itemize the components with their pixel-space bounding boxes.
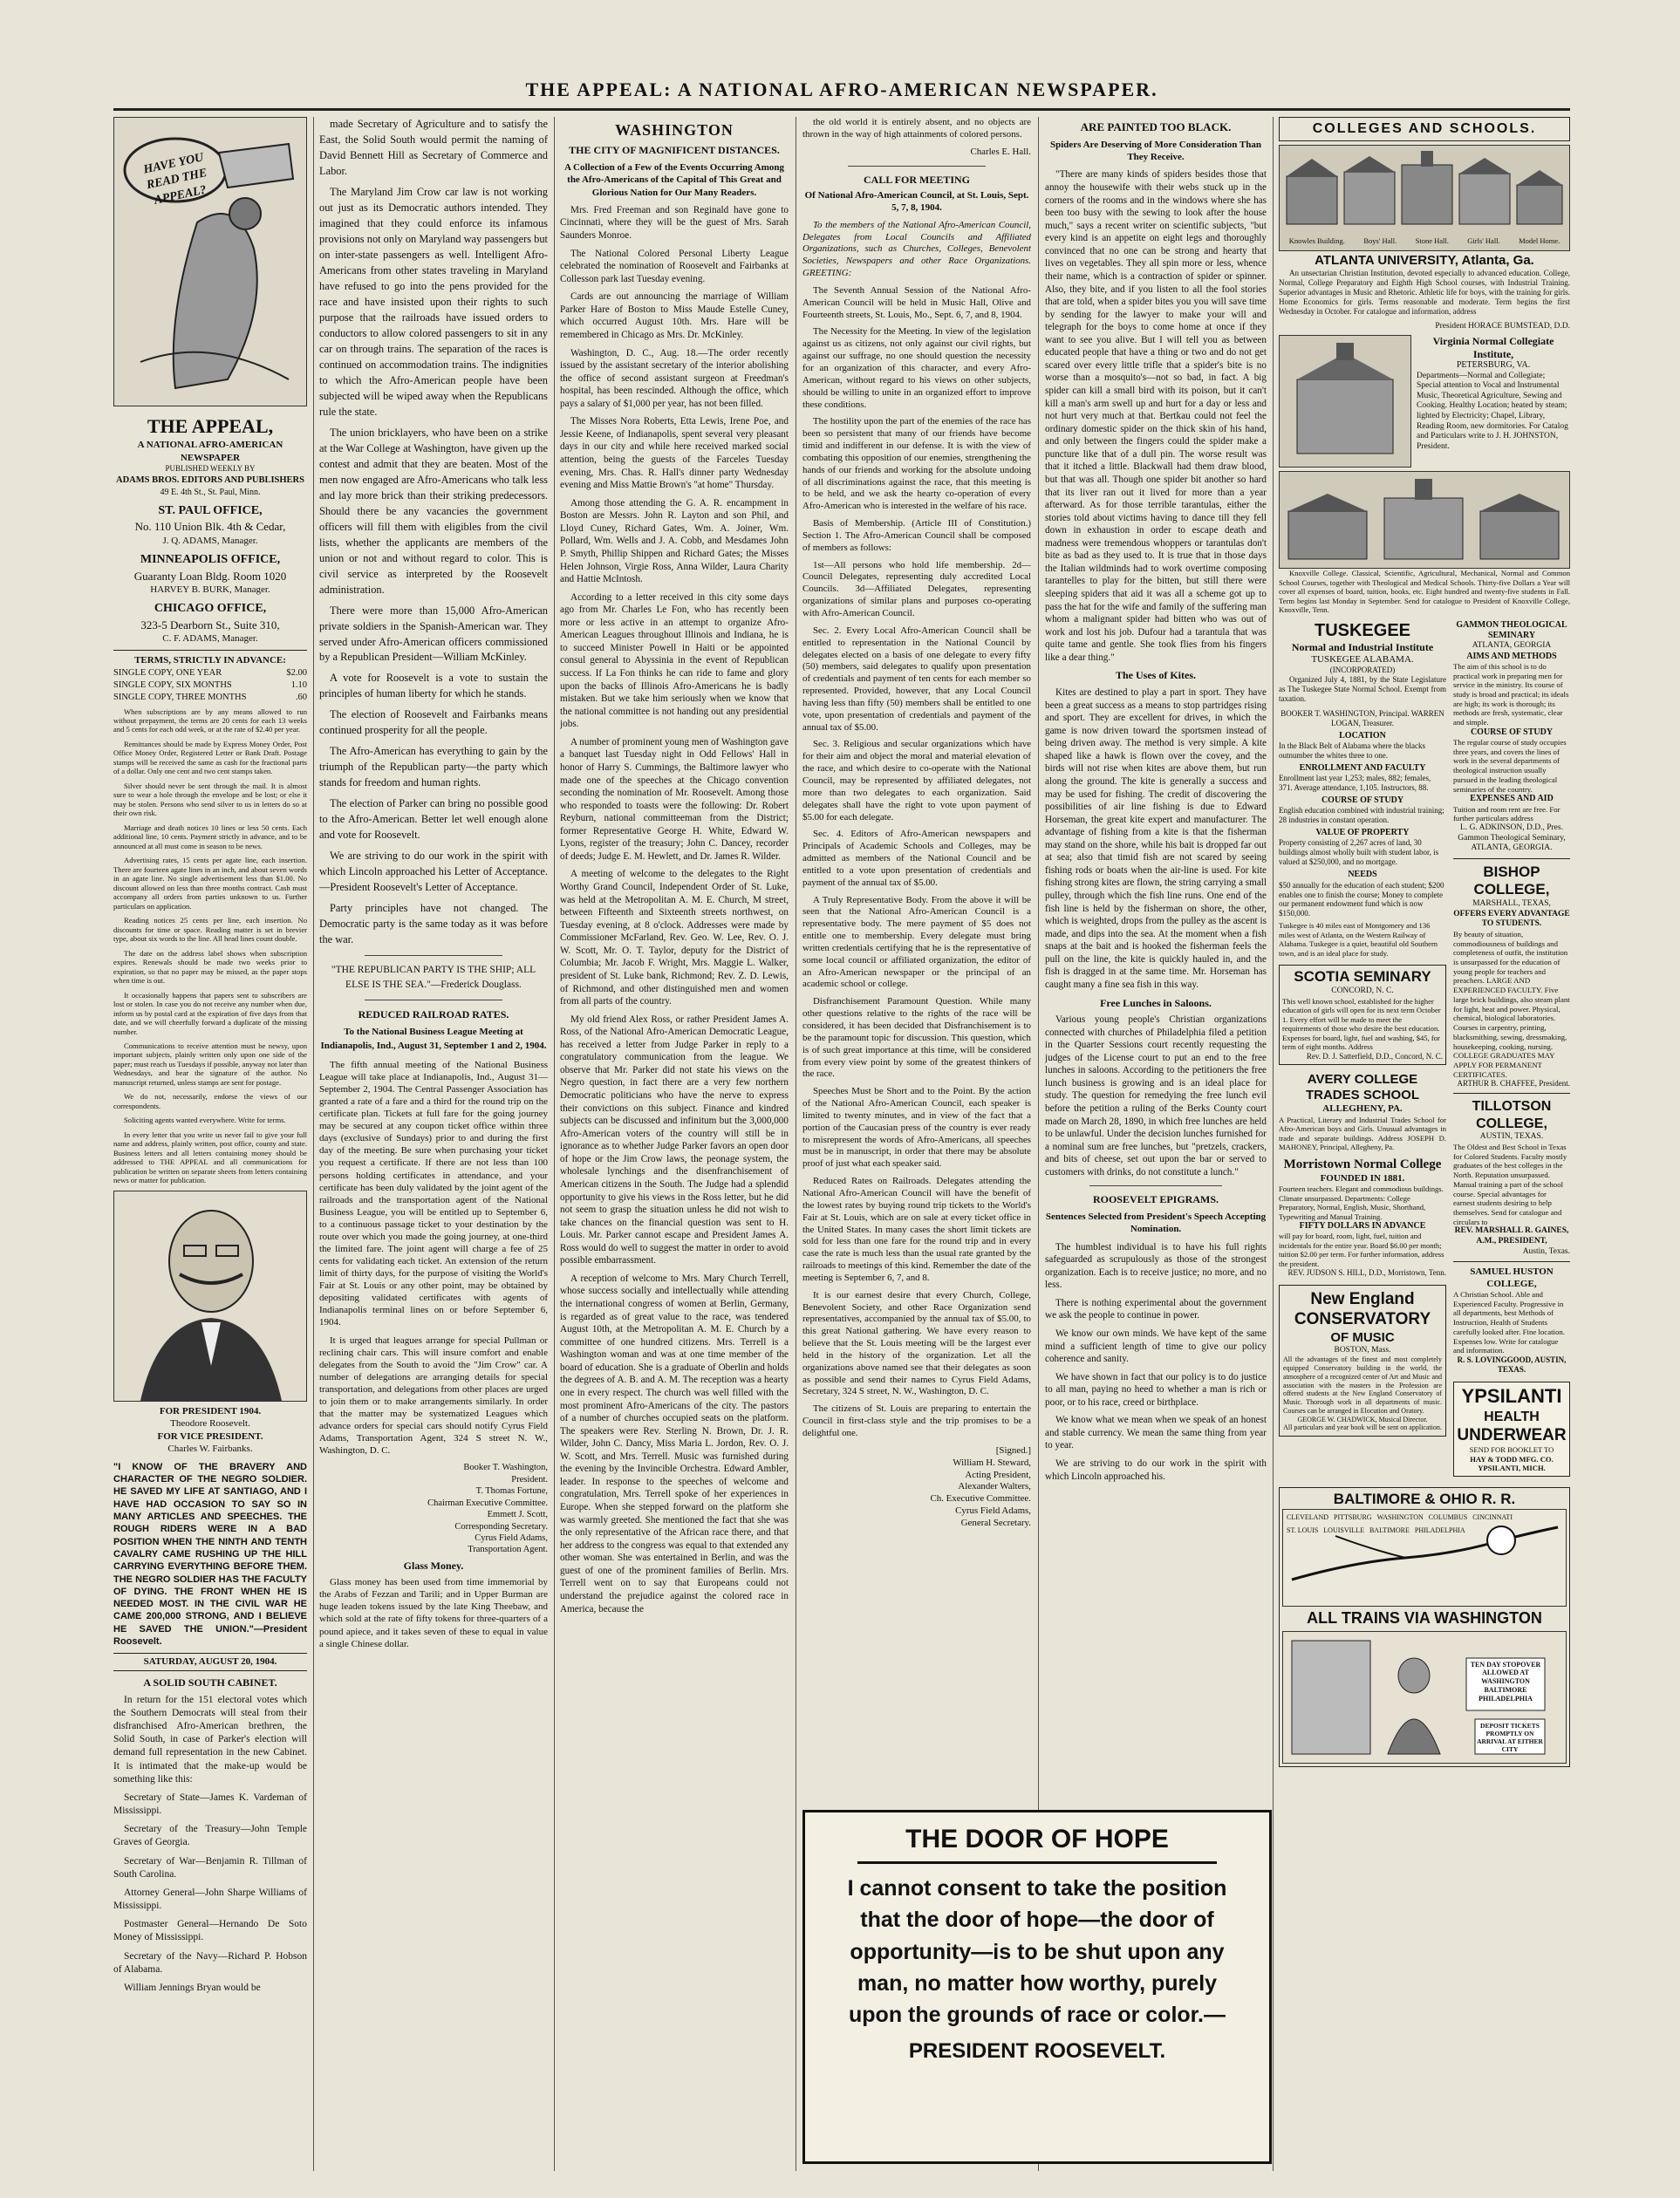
- ad-text: Fourteen teachers. Elegant and commodious buildings. Climate unsurpassed. Departments: College Preparatory, Normal, English, Music, Shorthand, Typewriting and Manual Training.: [1279, 1184, 1444, 1221]
- column-6: [1279, 117, 1570, 2171]
- door-of-hope-text: I cannot consent to take the position that the door of hope—the door of opportunity—is to be shut upon any man, no matter how worthy, purely upon the grounds of race or color.—: [847, 1876, 1227, 2027]
- map-place-names: [1287, 1513, 1548, 1536]
- tuskegee-section-heading: LOCATION: [1339, 730, 1386, 741]
- article-paragraph: My old friend Alex Ross, or rather President James A. Ross, of the National Afro-American Democratic League, has received a letter from Judge Parker in reply to a congratulatory communication from the league. We observe that Mr. Parker did not state his views on the Negro question, in fact there are a very few northern Democratic politicians who have the nerve to express their convictions on this subject. Finance and kindred subjects can be discussed and infinitum but the 3,000,000 Afro-American voters of the country will still be in ignorance as to whether Judge Parker favors an open door of hope or the Jim Crow laws, the peonage system, the wholesale lynchings and the disenfranchisement of American citizens in the South. The Judge had a splendid opportunity to give his views in the Ross letter, but he did not seem to grasp the situation unless he did not wish to take chances on the financial question was sent to H. Louis. Mr. Parker cannot escape and President James A. Ross would do well to suggest the matter in order to avoid possible embarrassment.: [560, 1014, 789, 1266]
- bishop-title: BISHOP COLLEGE,: [1473, 863, 1550, 898]
- editorial-paragraph: The Maryland Jim Crow car law is not working out just as its Democratic authors intended. They imagined that they could enforce its infamous provisions not only on Maryland way passengers but on inter-state passengers as well. Intelligent Afro-Americans from other states traveling in Maryland have refused to go into the pens provided for the race and have insisted upon their rights to such purpose that the railroads have issued orders to conductors to allow colored passengers to sit in any car on through trains. The separation of the races is continued on accommodation trains. The indignities to which the Afro-American people have been subjected will be wiped away when the Republicans rule the state.: [319, 185, 548, 418]
- article-paragraph: According to a letter received in this city some days ago from Mr. Charles Le Fon, who has recently been more or less active in an attempt to organize Afro-American Leagues throughout Illinois and Indiana, he is to succeed Minister Powell in Haiti or be appointed consul general to Abyssinia in the event of Republican success. If La Fon thinks he can ride to fame and glory upon the backs of Illinois Afro-Americans he is badly mistaken. But we take him seriously when we know that the national committee is not handing out any presidential jobs.: [560, 591, 789, 730]
- column-3: [560, 117, 789, 2171]
- notice: Advertising rates, 15 cents per agate line, each insertion. There are fourteen agate lines in an inch, and about seven words in an agate line. No single advertisement less than $1.00. No discount allowed on less than three months contract. Cash must accompany all orders from parties unknown to us. Further particulars on application.: [113, 856, 307, 911]
- scotia-title: SCOTIA SEMINARY: [1294, 968, 1431, 986]
- ad-text: Knoxville College. Classical, Scientific, Agricultural, Mechanical, Normal and Common School Courses, together with Theological and Medical Schools. Thirty-five Dollars a Year will cover all expenses of board, tuition, books, etc. Eight hundred and twenty-five students in Fall. Term begins last Monday in September. Send for catalogue to President of Knoxville College, Knoxville, Tenn.: [1279, 569, 1570, 615]
- ad-signer: ARTHUR B. CHAFFEE, President.: [1457, 1079, 1570, 1089]
- notice: We do not, necessarily, endorse the views of our correspondents.: [113, 1092, 307, 1110]
- avery-ad: [1279, 1072, 1446, 1152]
- tuskegee-section-text: $50 annually for the education of each student; $200 enables one to finish the course; Money to complete our permanent endowment fund which is now $150,000.: [1279, 880, 1444, 918]
- published-by: PUBLISHED WEEKLY BY: [165, 464, 256, 474]
- article-paragraph: Sec. 3. Religious and secular organizations which have for their aim and object the moral and material elevation of the race, and which desire to co-operate with the National Council, may be represented by affiliated delegates, not more than two delegates to each organization. Said delegates shall have the right to vote upon payment of $5.00 for each delegate.: [802, 739, 1031, 823]
- map-place: LOUISVILLE: [1323, 1526, 1364, 1535]
- avery-subtitle: TRADES SCHOOL: [1305, 1087, 1419, 1102]
- door-of-hope-box: [802, 1810, 1272, 2164]
- editorial-paragraph: The Afro-American has everything to gain by the triumph of the Republican party—the party which stands for freedom and human rights.: [319, 745, 548, 789]
- article-paragraph: Reduced Rates on Railroads. Delegates attending the National Afro-American Council will have the benefit of the lowest rates by buying round trip tickets to the World's Fair at St. Louis, which are on sale at every ticket office in the United States. In many cases the short limit tickets are sold for less than one fare for the round trip and in every case the rate is much less than the usual rate granted by the railroads to meetings of this kind. Remember the date of the meeting is September 6, 7, and 8.: [802, 1176, 1031, 1283]
- portrait-caption: Theodore Roosevelt.: [170, 1418, 250, 1430]
- tuskegee-place: TUSKEGEE ALABAMA.: [1311, 653, 1414, 665]
- signer: Charles E. Hall.: [970, 146, 1031, 157]
- epigrams-deck: Sentences Selected from President's Speech Accepting Nomination.: [1045, 1212, 1267, 1235]
- lunches-heading: Free Lunches in Saloons.: [1100, 996, 1212, 1009]
- signer: T. Thomas Fortune,: [475, 1486, 548, 1497]
- article-paragraph: Secretary of the Treasury—John Temple Graves of Georgia.: [113, 1824, 307, 1848]
- ypsilanti-title: HEALTH: [1484, 1409, 1540, 1424]
- solid-south-heading: A SOLID SOUTH CABINET.: [143, 1676, 277, 1689]
- notice: It occasionally happens that papers sent to subscribers are lost or stolen. In case you do not receive any number when due, inform us by postal card at the expiration of five days from that date, and we will cheerfully forward a duplicate of the missing number.: [113, 990, 307, 1036]
- paper-subtitle: A NATIONAL AFRO-AMERICAN NEWSPAPER: [137, 440, 283, 463]
- signer: Chairman Executive Committee.: [427, 1498, 548, 1508]
- roosevelt-portrait: [113, 1191, 307, 1402]
- ad-text: The regular course of study occupies three years, and covers the lines of work in the several departments of theological instruction usually pursued in the leading theological seminaries of the country.: [1453, 738, 1567, 794]
- bo-title: BALTIMORE & OHIO R. R.: [1333, 1490, 1516, 1507]
- conservatory-title: OF MUSIC: [1330, 1329, 1395, 1345]
- ad-text: Tuskegee is 40 miles east of Montgomery and 136 miles west of Atlanta, on the Western Railway of Alabama. Tuskegee is a quiet, beautiful old Southern town, and is an ideal place for study.: [1279, 921, 1438, 958]
- column-rule: [313, 117, 314, 2171]
- ad-signer: R. S. LOVINGGOOD, AUSTIN, TEXAS.: [1457, 1355, 1567, 1374]
- ad-signer: GEORGE W. CHADWICK, Musical Director.: [1297, 1415, 1428, 1423]
- editorial-paragraph: A vote for Roosevelt is a vote to sustain the principles of human liberty for which he stands.: [319, 672, 548, 700]
- publishers-address: 49 E. 4th St., St. Paul, Minn.: [160, 487, 261, 497]
- article-paragraph: Secretary of the Navy—Richard P. Hobson of Alabama.: [113, 1950, 307, 1975]
- building-labels: [1280, 236, 1569, 245]
- portrait-caption: Charles W. Fairbanks.: [167, 1444, 253, 1455]
- office-manager: HARVEY B. BURK, Manager.: [150, 584, 270, 595]
- scotia-ad: [1279, 965, 1446, 1064]
- article-paragraph: We know what we mean when we speak of an honest and stable currency. We mean the same thing from year to year.: [1045, 1415, 1267, 1451]
- article-paragraph: Disfranchisement Paramount Question. While many other questions relative to the rights of the race will be considered, it has been decided that Disfranchisement is to be the paramount topic for discussion. This question, which is of such great importance at this time, will be considered from every view point by some of the greatest thinkers of the race.: [802, 996, 1031, 1080]
- morristown-fee: FIFTY DOLLARS IN ADVANCE: [1299, 1221, 1426, 1232]
- ypsilanti-text: HAY & TODD MFG. CO. YPSILANTI, MICH.: [1470, 1454, 1554, 1473]
- terms-label: SINGLE COPY, SIX MONTHS: [113, 679, 232, 690]
- article-paragraph: A number of prominent young men of Washington gave a banquet last Tuesday night in Odd Fellows' Hall in honor of Harry S. Cummings, the Baltimore lawyer who made one of the speeches at the Chicago convention seconding the nomination of Mr. Roosevelt. Among those who responded to toasts were the following: Dr. Robert Reyburn, national committeeman from the District; former Representative George H. White, Edward W. Lyons, register of the treasury; John C. Dancey, recorder of deeds; Judge E. M. Hewlett, and Dr. James R. Wilder.: [560, 736, 789, 862]
- building-label: Model Home.: [1519, 236, 1560, 246]
- publishers: ADAMS BROS. EDITORS AND PUBLISHERS: [116, 474, 304, 485]
- article-paragraph: Speeches Must be Short and to the Point. By the action of the National Afro-American Council, each speaker is limited to twenty minutes, and in view of the fact that a portion of the Caucasian press of the country is ever ready to misrepresent the words of Afro-Americans, all speeches must be in manuscript, in order that there may be absolute proof of just what each speaker said.: [802, 1086, 1031, 1170]
- call-address: To the members of the National Afro-American Council, Delegates from Local Councils and Affiliated Organizations, such as Churches, Colleges, Benevolent Societies, Newspapers and other Race Organizations. GREETING:: [802, 219, 1031, 279]
- signer: Emmett J. Scott,: [487, 1510, 548, 1520]
- office-name: ST. PAUL OFFICE,: [158, 503, 263, 517]
- article-paragraph: There is nothing experimental about the government we ask the people to continue in power.: [1045, 1297, 1267, 1321]
- bo-slogan: ALL TRAINS VIA WASHINGTON: [1307, 1608, 1542, 1627]
- tuskegee-section-heading: VALUE OF PROPERTY: [1315, 828, 1410, 838]
- office-name: MINNEAPOLIS OFFICE,: [140, 553, 281, 567]
- portrait-caption: FOR VICE PRESIDENT.: [157, 1430, 263, 1442]
- signer: Alexander Walters,: [958, 1481, 1031, 1492]
- signer: William H. Steward,: [953, 1457, 1031, 1468]
- signer: President.: [511, 1474, 548, 1485]
- conservatory-title: CONSERVATORY: [1294, 1310, 1431, 1329]
- epigrams-heading: ROOSEVELT EPIGRAMS.: [1092, 1193, 1219, 1206]
- ypsilanti-title: YPSILANTI: [1461, 1384, 1562, 1407]
- douglass-quote: "THE REPUBLICAN PARTY IS THE SHIP; ALL ELSE IS THE SEA."—Frederick Douglass.: [331, 965, 536, 990]
- building-label: Boys' Hall.: [1363, 236, 1397, 246]
- article-paragraph: Sec. 4. Editors of Afro-American newspapers and Principals of Academic Schools and Colleges, may be admitted as members of the National Council and be entitled to a vote upon presentation of credentials and payment of the annual tax of $5.00.: [802, 829, 1031, 888]
- spider-heading: ARE PAINTED TOO BLACK.: [1080, 120, 1232, 133]
- building-icon: [1280, 336, 1410, 467]
- office-manager: C. F. ADAMS, Manager.: [162, 632, 258, 644]
- article-paragraph: Sec. 2. Every Local Afro-American Council shall be entitled to representation in the National Council by delegates elected on a basis of one delegate to every fifty (50) members, said delegates to qualify upon presentation of credentials and payment of ten cents for each member so represented. Provided, however, that any Local Council having less than fifty (50) members shall be entitled to one vote, upon presentation of credentials and payment of the annual tax of $5.00.: [802, 625, 1031, 733]
- building-label: Knowles Building.: [1288, 236, 1345, 246]
- ad-text: will pay for board, room, light, fuel, tuition and incidentals for the entire year. Board $6.00 per month; tuition $2.00 per term. For further information, address the president.: [1279, 1232, 1444, 1268]
- office-name: CHICAGO OFFICE,: [154, 602, 267, 616]
- call-signers: [802, 1445, 1031, 1530]
- signer: Booker T. Washington,: [463, 1463, 548, 1473]
- door-of-hope-title: THE DOOR OF HOPE: [905, 1825, 1169, 1853]
- terms-label: SINGLE COPY, THREE MONTHS: [113, 692, 247, 702]
- herald-illustration: [113, 117, 307, 406]
- morristown-founded: FOUNDED IN 1881.: [1320, 1172, 1405, 1184]
- ad-signer: REV. JUDSON S. HILL, D.D., Morristown, Tenn.: [1287, 1268, 1446, 1278]
- terms-heading: TERMS, STRICTLY IN ADVANCE:: [134, 655, 286, 666]
- article-paragraph: It is our earnest desire that every Church, College, Benevolent Society, and other Race Organization send representatives, accompanied by the annual tax of $5.00, to this great National gathering. We have every reason to believe that the St. Louis meeting will be the largest ever held in the history of the organization. Let all the organizations above named see that their delegates as soon as possible and send their names to Cyrus Field Adams, Secretary, 324 S street, N. W., Washington, D. C.: [802, 1289, 1031, 1397]
- virginia-ad: [1279, 335, 1570, 468]
- gammon-place: ATLANTA, GEORGIA: [1472, 641, 1552, 651]
- knoxville-buildings-cut: [1279, 471, 1570, 569]
- editorial-paragraph: The election of Parker can bring no possible good to the Afro-American. Better let well enough alone and vote for Roosevelt.: [319, 797, 548, 842]
- signer: Transportation Agent.: [468, 1545, 548, 1555]
- bo-route-map: [1282, 1509, 1567, 1607]
- column-rule: [554, 117, 555, 2171]
- virginia-place: PETERSBURG, VA.: [1456, 360, 1531, 371]
- column-1: [113, 117, 307, 2171]
- article-paragraph: The humblest individual is to have his full rights safeguarded as scrupulously as those of the strongest organization. Each is to receive justice; no more, and no less.: [1045, 1241, 1267, 1291]
- article-paragraph: Cards are out announcing the marriage of William Parker Hare of Boston to Miss Maude Estelle Cuney, which occurred August 10th. Mrs. Hare will be remembered in Chicago as Mrs. Dr. McKinley.: [560, 291, 789, 340]
- notice: Remittances should be made by Express Money Order, Post Office Money Order, Registered Letter or Bank Draft. Postage stamps will be received the same as cash for the fractional parts of a dollar. Only one cent and two cent stamps taken.: [113, 739, 307, 776]
- article-paragraph: The National Colored Personal Liberty League celebrated the nomination of Roosevelt and Fairbanks at Collesson park last Tuesday evening.: [560, 248, 789, 284]
- map-place: CINCINNATI: [1472, 1512, 1513, 1521]
- tuskegee-section-text: Enrollment last year 1,253; males, 882; females, 371. Average attendance, 1,105. Instructors, 88.: [1279, 774, 1431, 793]
- notice: The date on the address label shows when subscription expires. Renewals should be made two weeks prior to expiration, so that no paper may be missed, as the paper stops when time is out.: [113, 948, 307, 986]
- signer: Ch. Executive Committee.: [930, 1493, 1031, 1505]
- article-paragraph: Secretary of State—James K. Vardeman of Mississippi.: [113, 1792, 307, 1817]
- tuskegee-subtitle: Normal and Industrial Institute: [1291, 641, 1434, 654]
- morristown-title: Morristown Normal College: [1283, 1157, 1442, 1172]
- bishop-offer: OFFERS EVERY ADVANTAGE TO STUDENTS.: [1453, 909, 1570, 929]
- article-paragraph: Secretary of War—Benjamin R. Tillman of South Carolina.: [113, 1855, 307, 1880]
- article-paragraph: It is urged that leagues arrange for special Pullman or reclining chair cars. This will insure comfort and enable delegates from the South to avoid the "Jim Crow" car. A number of delegations are arranging details for special transportation, and delegations from other places are urged to join them or to make arrangements similarly. In order that the matter may be systematized Leagues which advance orders for special cars should notify Cyrus Field Adams, Transportation Agent, 324 S street N. W., Washington, D. C.: [319, 1334, 548, 1457]
- tuskegee-section-heading: ENROLLMENT AND FACULTY: [1299, 763, 1426, 774]
- article-paragraph: the old world it is entirely absent, and no objects are thrown in the way of high attainments of colored persons.: [802, 117, 1031, 140]
- editorial-paragraph: Party principles have not changed. The Democratic party is the same today as it was before the war.: [319, 902, 548, 946]
- page-frame: [113, 78, 1570, 2176]
- building-label: Stone Hall.: [1415, 236, 1449, 246]
- editorial-paragraph: The election of Roosevelt and Fairbanks means continued prosperity for all the people.: [319, 708, 548, 737]
- bo-sign: TEN DAY STOPOVER ALLOWED AT WASHINGTON BALTIMORE PHILADELPHIA: [1470, 1660, 1541, 1703]
- ad-text: The aim of this school is to do practical work in preparing men for service in the ministry. Its course of study is broad and practical; its ideals are high; its work is thorough; its methods are fresh, systematic, clear and simple.: [1453, 661, 1569, 727]
- gammon-title: GAMMON THEOLOGICAL SEMINARY: [1456, 619, 1567, 640]
- gammon-heading: EXPENSES AND AID: [1470, 794, 1554, 804]
- ad-text: An unsectarian Christian Institution, devoted especially to advanced education. College, Normal, College Preparatory and Eighth High School courses, with Industrial Training. Superior advantages in Music and Rhetoric. Athletic life for boys, with the training for girls. Home Economics for girls. Terms reasonable and moderate. Term begins the first Wednesday in October. For catalogue and information, address: [1279, 268, 1570, 316]
- signer: Cyrus Field Adams,: [955, 1505, 1031, 1517]
- kites-heading: The Uses of Kites.: [1116, 669, 1196, 682]
- tuskegee-ad: [1279, 620, 1446, 1484]
- ad-text: The Oldest and Best School in Texas for Colored Students. Faculty mostly graduates of the best colleges in the North. Reputation unsurpassed. Manual training a part of the school course. Special advantages for earnest students desiring to help themselves. Send for catalogue and circulars to: [1453, 1142, 1567, 1226]
- article-paragraph: In return for the 151 electoral votes which the Southern Democrats will steal from their disfranchised Afro-American brethren, the Solid South, in case of Parker's election will demand full representation in the new Cabinet. It is intimated that the make-up would be something like this:: [113, 1694, 307, 1785]
- signer: General Secretary.: [960, 1517, 1031, 1528]
- ad-text: This well known school, established for the higher education of girls will open for its next term October 1. Every effort will be made to meet the requirements of those who desire the best education. Expenses for board, light, fuel and washing, $45, for term of eight months. Address: [1282, 996, 1441, 1052]
- avery-title: AVERY COLLEGE: [1307, 1071, 1418, 1087]
- bishop-place: MARSHALL, TEXAS,: [1472, 899, 1551, 909]
- terms-price: .60: [295, 692, 307, 702]
- signer: [Signed.]: [995, 1444, 1031, 1456]
- campus-buildings-icon: [1280, 146, 1569, 233]
- article-paragraph: We have shown in fact that our policy is to do justice to all man, paying no heed to whether a man is rich or poor, or to his race, creed or birthplace.: [1045, 1371, 1267, 1408]
- ad-text: By beauty of situation, commodiousness of buildings and completeness of outfit, the institution is unsurpassed for the education of young people for teachers and preachers. LARGE AND EXPERIENCED FACULTY. Five large brick buildings, also steam plant for light, heat and power. Physical, chemical, biological laboratories. Courses in carpentry, printing, blacksmithing, sewing, dressmaking, housekeeping, cooking, nursing. COLLEGE GRADUATES MAY APPLY FOR PERMANENT CERTIFICATES.: [1453, 929, 1570, 1079]
- ad-signer: Rev. D. J. Satterfield, D.D., Concord, N. C.: [1306, 1051, 1443, 1061]
- article-paragraph: The Misses Nora Roberts, Etta Lewis, Irene Poe, and Jessie Keene, of Indianapolis, spent several very pleasant days in our city and while here received marked social attention, being the guests of the Farceles Tuesday evening, Mrs. Chas. R. Hall's dinner party Wednesday evening and Miss Mattie Brown's "at home" Thursday.: [560, 416, 789, 491]
- article-paragraph: 1st—All persons who hold life membership. 2d—Council Delegates, representing duly accredited Local Councils. 3d—Affiliated Delegates, representing organizations of similar plans and purposes co-operating with Afro-American Council.: [802, 559, 1031, 619]
- huston-title: SAMUEL HUSTON COLLEGE,: [1470, 1266, 1554, 1289]
- article-paragraph: Basis of Membership. (Article III of Constitution.) Section 1. The Afro-American Council shall be composed of members as follows:: [802, 518, 1031, 553]
- office-address: 323-5 Dearborn St., Suite 310,: [140, 618, 280, 631]
- tuskegee-section-heading: COURSE OF STUDY: [1321, 795, 1404, 806]
- rail-heading: REDUCED RAILROAD RATES.: [358, 1007, 509, 1020]
- glass-heading: Glass Money.: [403, 1559, 464, 1572]
- article-paragraph: The citizens of St. Louis are preparing to entertain the Council in first-class style and the trip promises to be a delightful one.: [802, 1403, 1031, 1439]
- tuskegee-section-text: In the Black Belt of Alabama where the blacks outnumber the whites three to one.: [1279, 741, 1425, 761]
- masthead: THE APPEAL: A NATIONAL AFRO-AMERICAN NEWSPAPER.: [525, 78, 1158, 100]
- tillotson-place: AUSTIN, TEXAS.: [1479, 1132, 1544, 1142]
- article-paragraph: The Necessity for the Meeting. In view of the legislation against us as citizens, not only against our civil rights, but against our suffrage, no one should question the necessity for an organization of this character, and every Afro-American, without regard to his views on other subjects, should be willing to unite in an organized effort to improve these conditions.: [802, 326, 1031, 410]
- signer: Cyrus Field Adams,: [475, 1532, 548, 1543]
- article-paragraph: Various young people's Christian organizations connected with churches of Philadelphia filed a petition in the Quarter Sessions court recently requesting the judges of the License court to put an end to the free lunches in saloons. According to the petitioners the free lunch business is growing and is an ideal place for study. The question for remedying the free lunch evil before the petition a ruling of the Berks County court made on March 28, 1890, in which free lunches are held to be unlawful. Under the decision lunches furnished for a nominal sum are free lunches, but "pretzels, crackers, and bits of cheese, set out upon the bar or served to customers with drinks, do not constitute a lunch.": [1045, 1014, 1267, 1178]
- rail-deck: To the National Business League Meeting at Indianapolis, Ind., August 31, September 1 and 2, 1904.: [320, 1026, 547, 1051]
- bo-station-illustration: [1282, 1631, 1567, 1764]
- terms-list: [113, 667, 307, 704]
- map-place: PITTSBURG: [1334, 1512, 1372, 1521]
- avery-place: ALLEGHENY, PA.: [1322, 1103, 1403, 1115]
- conservatory-place: BOSTON, Mass.: [1334, 1345, 1391, 1355]
- ad-text: Departments—Normal and Collegiate; Special attention to Vocal and Instrumental Music, Theoretical Agriculture, Sewing and Cooking. Healthy Location; heated by steam; lighted by Electricity; Chapel, Library, Reading Room, new dormitories. For Catalog and Particulars write to J. H. JOHNSTON, President.: [1417, 371, 1568, 451]
- editorial-paragraph: made Secretary of Agriculture and to satisfy the East, the Solid South would permit the naming of David Bennett Hill as Secretary of Commerce and Labor.: [319, 118, 548, 177]
- terms-row: [113, 679, 307, 692]
- map-place: ST. LOUIS: [1287, 1526, 1319, 1535]
- notice: When subscriptions are by any means allowed to run without prepayment, the terms are 20 cents for each 13 weeks and 5 cents for each odd week, or at the rate of $2.40 per year.: [113, 706, 307, 734]
- ad-row: [1279, 620, 1570, 1484]
- article-paragraph: Postmaster General—Hernando De Soto Money of Mississippi.: [113, 1919, 307, 1943]
- article-paragraph: We know our own minds. We have kept of the same mind a sufficient length of time to give our policy coherence and sanity.: [1045, 1328, 1267, 1365]
- call-deck: Of National Afro-American Council, at St. Louis, Sept. 5, 7, 8, 1904.: [804, 189, 1029, 213]
- notices: [113, 707, 307, 1185]
- office-address: No. 110 Union Blk. 4th & Cedar,: [134, 520, 286, 534]
- herald-logo-text: HAVE YOU READ THE APPEAL?: [142, 151, 208, 208]
- washington-subheading: THE CITY OF MAGNIFICENT DISTANCES.: [569, 144, 780, 157]
- article-paragraph: Attorney General—John Sharpe Williams of Mississippi.: [113, 1887, 307, 1912]
- issue-date: SATURDAY, AUGUST 20, 1904.: [113, 1653, 307, 1671]
- article-paragraph: The fifth annual meeting of the National Business League will take place at Indianapolis, Ind., August 31—September 2, 1904. The Central Passenger Association has granted a rate of a fare and a third for the round trip on the certificate plan. Tickets at full fare for the going journey may be secured at any coupon ticket office within three days (exclusive of Sundays) prior to and during the first day of the meeting. Be sure when purchasing your ticket you request a certificate. If there are not less than 100 persons holding certificates in attendance, and your certificate has been duly validated by the joint agent of the railroads and the transportation agent of the National Business League, you will be entitled up to September 6, to a continuous passage ticket to your destination by the route over which you made the going journey, at one-third the limited fare. The joint agent will charge a fee of 25 cents for validating each ticket. An extension of the return limit of thirty days, for the purpose of visiting the World's Fair at St. Louis or any other point, may be obtained by depositing validated certificates with agents of Indianapolis terminal lines on or before September 6, 1904.: [319, 1059, 548, 1328]
- ad-text: A Practical, Literary and Industrial Trades School for Afro-American boys and Girls. Unusual advantages in trade and separate buildings. Address JOSEPH D. MAHONEY, Principal, Allegheny, Pa.: [1279, 1115, 1446, 1151]
- washington-heading: WASHINGTON: [615, 121, 734, 139]
- washington-deck: A Collection of a Few of the Events Occurring Among the Afro-Americans of the Capital of This Great and Glorious Nation for Our Many Readers.: [563, 161, 785, 198]
- ad-text: A Christian School. Able and Experienced Faculty. Progressive in all departments, best Methods of Instruction, Health of Students carefully looked after. Fine location. Expenses low. Write for catalogue and information.: [1453, 1289, 1565, 1355]
- paper-title: THE APPEAL,: [147, 415, 274, 437]
- signer: Acting President,: [965, 1469, 1031, 1480]
- terms-row: [113, 692, 307, 704]
- article-paragraph: Kites are destined to play a part in sport. They have been a great success as a means to stop partridges rising and sport. They are excellent for drives, in which the game is now driven toward the sportsmen instead of being driven away. The method is very simple. A kite shaped like a hawk is flown over the covey, and the birds will not rise when kites are above them, but run along the ground. The kite is generally a success and may be used for fishing. The credit of discovering the possibilities of air line fishing is due to Edward Horseman, the great kite expert and manufacturer. The advantage of fishing from a kite is that the fisherman may stand on the shore, while his bait is dropped far out at sea; also that timid fish are not scared by seeing fishing rods or boats when the air-line is used. For kite fishing strong kites are flown, the string carrying a small pulley, through which the fish line runs. One end of the fish line is held by the fisherman on shore, the other, which is weighted, drops from the pulley as the ascent is made, and dips into the sea. At the moment when a fish snaps at the bait and is hooked the fisherman feels the pull on the line, the kite is quickly hauled in, and the fish is dragged in at the same time. Mr. Horseman has caught many a fine sea fish in this way.: [1045, 687, 1267, 990]
- column-4: [802, 117, 1031, 1800]
- ad-signer: L. G. ADKINSON, D.D., Pres. Gammon Theological Seminary, ATLANTA, GEORGIA.: [1458, 823, 1566, 853]
- spider-deck: Spiders Are Deserving of More Consideration Than They Receive.: [1049, 139, 1261, 163]
- notice: Marriage and death notices 10 lines or less 50 cents. Each additional line, 10 cents. Payment strictly in advance, and to be announced at all must come in season to be news.: [113, 823, 307, 850]
- article-paragraph: We are striving to do our work in the spirit with which Lincoln approached his.: [1045, 1458, 1267, 1482]
- building-label: Girls' Hall.: [1467, 236, 1500, 246]
- virginia-title: Virginia Normal Collegiate Institute,: [1432, 335, 1554, 360]
- tuskegee-section-text: Property consisting of 2,267 acres of land, 30 buildings almost wholly built with student labor, is valued at $250,000, and no mortgage.: [1279, 838, 1439, 867]
- article-paragraph: A Truly Representative Body. From the above it will be seen that the National Afro-American Council is a representative body. The mere payment of $5 does not entitle one to membership. Every delegate must bring written credentials certifying that he is the representative of some local council or affiliated organization, the editor of an Afro-American newspaper or the principal of an academic school or college.: [802, 894, 1031, 990]
- article-paragraph: Washington, D. C., Aug. 18.—The order recently issued by the assistant secretary of the interior abolishing the office of second assistant surgeon at Freedman's hospital, has been rescinded. Although the office, which pays a salary of $1,000 per year, has not been filled.: [560, 347, 789, 409]
- ypsilanti-ad: [1453, 1382, 1570, 1477]
- ad-signer: REV. MARSHALL R. GAINES, A.M., PRESIDENT,: [1454, 1226, 1569, 1246]
- office-address: Guaranty Loan Bldg. Room 1020: [133, 569, 287, 583]
- article-paragraph: William Jennings Bryan would be: [124, 1982, 261, 1993]
- article-paragraph: The hostility upon the part of the enemies of the race has been so persistent that many of our friends have become timid and indifferent in our defense. It is with the view of combating this opposition of our enemies, strengthening the hands of our friends and working for the absolute undoing of all discriminations against the race, that this meeting is to be held, and we ask the hearty co-operation of every Afro-American who is interested in the welfare of his race.: [802, 416, 1031, 512]
- colleges-heading: COLLEGES AND SCHOOLS.: [1279, 117, 1570, 141]
- signer: Corresponding Secretary.: [454, 1521, 548, 1532]
- ad-text: All the advantages of the finest and most completely equipped Conservatory building in the world, the atmosphere of a recognized center of Art and Music and association with the masters in the Profession are offered students at the New England Conservatory of Music. Thorough work in all departments of music. Courses can be arranged in Elocution and Oratory.: [1283, 1355, 1442, 1415]
- gammon-heading: AIMS AND METHODS: [1466, 651, 1557, 661]
- right-ads: [1453, 620, 1570, 1484]
- map-place: BALTIMORE: [1369, 1526, 1410, 1535]
- article-paragraph: Mrs. Fred Freeman and son Reginald have gone to Cincinnati, where they will be the guest of Mrs. Sarah Saunders Monroe.: [560, 204, 789, 241]
- bo-sign: DEPOSIT TICKETS PROMPTLY ON ARRIVAL AT EITHER CITY: [1477, 1721, 1543, 1754]
- article-paragraph: Among those attending the G. A. R. encampment in Boston are Messrs. John R. Layton and son Phil, and Lloyd Cuney, Richard Gates, Wm. A. Joiner, Wm. Pollard, Wm. Wells and J. A. Cobb, and Mesdames John P. Smyth, Phillip Shippen and Richard Gates; the Misses Helen Johnson, Virgie Ross, Anna Wilder, Laura Charity and Hattie McIntosh.: [560, 497, 789, 585]
- atlanta-title: ATLANTA UNIVERSITY, Atlanta, Ga.: [1315, 252, 1534, 268]
- door-of-hope-signature: PRESIDENT ROOSEVELT.: [908, 2039, 1166, 2064]
- map-place: CLEVELAND: [1287, 1512, 1328, 1521]
- column-5: [1045, 117, 1267, 1800]
- scotia-place: CONCORD, N. C.: [1331, 986, 1394, 996]
- tillotson-title: TILLOTSON COLLEGE,: [1472, 1099, 1552, 1131]
- ad-text: All particulars and year book will be sent on application.: [1283, 1423, 1442, 1432]
- terms-price: 1.10: [290, 679, 307, 690]
- article-paragraph: "There are many kinds of spiders besides those that annoy the housewife with their webs stuck up in the corners of the rooms and in the windows where she has been too busy with the sewing to look after the house much," says a recent writer on scientific subjects, "but every kind is an appetite on eight legs and thoroughly convinced that no one can be strong and hearty that lives on vegetables. They all spin more or less, whence their name, which is a contraction of spider or spinner. Also, they bite, and if you listen to all the fool stories that are told, when a spider bites you you will save time by sending for the lawyer to make your will and telegraph for the boys to come home at once if they want to see you alive. But I will tell you as between educated people that have a thing or two and do not get scared over every little trifle that a spider's bite is no worse than a mosquito's—not so bad, in fact. A big spider can kill a small bird with its poison, but it can't kill a man's arm swell up and hurt for a day or less and not hurt very much at that. Bertkau could not feel the ordinary domestic spider on the thick skin of his hand, and only between the fingers could the spider make a puncture like that of a dull pin. The worse result was that it itched a little. Blackwall had them draw blood, but that was all. Though one spider bit another so hard that its liver ran out it lived for more than a year afterward. As for those terrible tarantulas, either the stories told about victims having to dance till they fell down in exhaustion in order to escape death and madness were tremendous whoppers or tarantulas don't bite as bad as they used to. It is true that in those days the Italian wildminds had to work overtime composing tarantelles to play for the bitten, but still there were sleeping spiders that aid it was all a scheme got up to pass the hat for the wife and family of the suffering man whom a malignant spider had bitten who was out of work and lost his job. Dufour had a tarantula that was quite tame and gentle. She took flies from his fingers like a dear thing.": [1045, 169, 1267, 663]
- atlanta-buildings-cut: [1279, 145, 1570, 251]
- notice: In every letter that you write us never fail to give your full name and address, plainly written, post office, county and state. Business letters and all letters containing money should be addressed to THE APPEAL and all communications for publication be written on separate sheets from letters containing news or matter for publication.: [113, 1130, 307, 1185]
- baltimore-ohio-ad: [1279, 1487, 1570, 1767]
- editorial-paragraph: The union bricklayers, who have been on a strike at the War College at Washington, have given up the contest and admit that they are beaten. Most of the men now engaged are Afro-Americans who talk less and lay more brick than their striking predecessors. Should there be any vacancies the government officers will fill them with eligibles from the civil lists, whether the applicants are members of the union or not and without regard to color. This is civil service as interpreted by the Roosevelt administration.: [319, 426, 548, 596]
- conservatory-ad: [1279, 1285, 1446, 1437]
- terms-label: SINGLE COPY, ONE YEAR: [113, 667, 222, 678]
- gammon-heading: COURSE OF STUDY: [1470, 727, 1554, 737]
- roosevelt-quote: "I KNOW OF THE BRAVERY AND CHARACTER OF THE NEGRO SOLDIER. HE SAVED MY LIFE AT SANTIAGO, AND I HAVE HAD OCCASION TO SAY SO IN MANY ARTICLES AND SPEECHES. THE ROUGH RIDERS WERE IN A BAD POSITION WHEN THE NINTH AND TENTH CAVALRY CAME RUSHING UP THE HILL CARRYING EVERYTHING BEFORE THEM. THE NEGRO SOLDIER HAS THE FACULTY OF DYING. THE FRONT WHEN HE IS NEEDED MOST. IN THE CIVIL WAR HE CAME 200,000 STRONG, AND I BELIEVE HE SAVED THE UNION."—President Roosevelt.: [113, 1461, 307, 1647]
- terms-row: [113, 667, 307, 679]
- office-manager: J. Q. ADAMS, Manager.: [162, 535, 258, 546]
- tuskegee-officers: BOOKER T. WASHINGTON, Principal. WARREN LOGAN, Treasurer.: [1280, 708, 1444, 727]
- call-heading: CALL FOR MEETING: [863, 173, 970, 186]
- office-block: [113, 503, 307, 645]
- notice: Soliciting agents wanted everywhere. Write for terms.: [124, 1116, 286, 1125]
- article-paragraph: A meeting of welcome to the delegates to the Right Worthy Grand Council, Independent Order of St. Luke, was held at the Metropolitan A. M. E. Church, M street, between Fifteenth and Sixteenth streets northwest, on Tuesday evening, at 8 o'clock. Addresses were made by Commissioner McFarland, Rev. Geo. W. Lee, Rev. O. J. W. Scott, Mr. O. T. Taylor, deputy for the District of Columbia; Mr. Jacob F. Wright, Mrs. Maggie L. Walker, president of St. Luke bank, Richmond; Rev. Z. D. Lewis, of Richmond, and other distinguished men and women from all parts of the country.: [560, 869, 789, 1007]
- article-paragraph: Glass money has been used from time immemorial by the Arabs of Fezzan and Tarili; and in Upper Burman are huge leaden tokens issued by the late King Theebaw, and which sold at the rate of fifty tokens for three-quarters of a pound apiece, and it takes seven of these to equal in value a single Chinese dollar.: [319, 1577, 548, 1649]
- ad-text: Organized July 4, 1881, by the State Legislature as The Tuskegee State Normal School. Exempt from taxation.: [1279, 675, 1446, 703]
- conservatory-title: New England: [1310, 1290, 1415, 1309]
- ypsilanti-text: SEND FOR BOOKLET TO: [1469, 1445, 1554, 1455]
- map-place: COLUMBUS: [1428, 1512, 1468, 1521]
- campus-buildings-icon: [1280, 472, 1569, 566]
- tuskegee-incorporated: (INCORPORATED): [1329, 666, 1396, 675]
- terms-price: $2.00: [286, 667, 307, 678]
- ad-text: Tuition and room rent are free. For further particulars address: [1453, 804, 1560, 823]
- notice: Silver should never be sent through the mail. It is almost sure to wear a hole through the envelope and be lost; or else it may be stolen. Persons who send silver to us in letters do so at their own risk.: [113, 781, 307, 818]
- virginia-building-cut: [1279, 335, 1411, 468]
- masthead-rule: [113, 108, 1570, 111]
- morristown-ad: [1279, 1157, 1446, 1278]
- tillotson-footer: Austin, Texas.: [1522, 1246, 1570, 1256]
- editorial-paragraph: We are striving to do our work in the spirit with which Lincoln approached his Letter of Acceptance.—President Roosevelt's Letter of Acceptance.: [319, 850, 548, 894]
- tuskegee-title: TUSKEGEE: [1314, 620, 1411, 640]
- portrait-icon: [114, 1191, 307, 1401]
- column-2: [319, 117, 548, 2171]
- article-paragraph: The Seventh Annual Session of the National Afro-American Council will be held in Music Hall, Olive and Fourteenth streets, St. Louis, Mo., Sept. 6, 7, and 8, 1904.: [802, 284, 1031, 320]
- ad-signer: President HORACE BUMSTEAD, D.D.: [1435, 321, 1570, 331]
- column-rule: [1273, 117, 1274, 2171]
- map-place: PHILADELPHIA: [1414, 1526, 1465, 1535]
- map-place: WASHINGTON: [1376, 1512, 1424, 1521]
- editorial-paragraph: There were more than 15,000 Afro-American private soldiers in the Spanish-American war. They served under Afro-American officers commissioned by a Republican President—William McKinley.: [319, 604, 548, 664]
- portrait-caption: FOR PRESIDENT 1904.: [159, 1405, 262, 1416]
- tuskegee-section-text: English education combined with industrial training; 28 industries in constant operation.: [1279, 806, 1444, 825]
- tuskegee-section-heading: NEEDS: [1348, 870, 1377, 880]
- notice: Reading notices 25 cents per line, each insertion. No discounts for time or space. Reading matter is set in brevier type, about six words to the line. All head lines count double.: [113, 916, 307, 944]
- notice: Communications to receive attention must be newsy, upon important subjects, plainly written only upon one side of the paper; must reach us Tuesdays if possible, anyway not later than Wednesdays, and bear the signature of the author. No manuscript returned, unless stamps are sent for postage.: [113, 1041, 307, 1087]
- ypsilanti-title: UNDERWEAR: [1457, 1426, 1567, 1445]
- article-paragraph: A reception of welcome to Mrs. Mary Church Terrell, whose success socially and intellectually while attending the international congress of women at Berlin, Germany, is regarded as of great value to the race, was tendered August 10th, at the Metropolitan A. M. E. Church by a committee of one hundred citizens. Mrs. Terrell is a Washington woman and was at one time member of the board of education. She is a graduate of Oberlin and holds the degrees of A. B. and A. M. The reception was a hearty one in every respect. The church was well filled with the most prominent Afro-Americans of the city. The pastors of a number of churches occupied seats on the platform. The speakers were Rev. Sterling N. Brown, Dr. J. R. Wilder, John C. Dancy, Miss Maria L. Jordon, Rev. O. J. W. Scott, and Mrs. Terrell. Music was furnished during the evening by the Invincible Orchestra. Edward Ambler, leader. In response to the speeches of welcome and congratulation, Mrs. Terrell spoke of her experiences in Europe. When she stepped forward on the platform she was warmly greeted. She mentioned the fact that she was the only representative of the African race there, and that her address to the congress was equal to that extended any other woman. She was entertained in Berlin, and was the guest of one of the prominent families of Berlin. Mrs. Terrell went on to say that Europeans could not understand the prejudice against the colored race in America, because the: [560, 1273, 789, 1614]
- rail-signers: [319, 1462, 548, 1556]
